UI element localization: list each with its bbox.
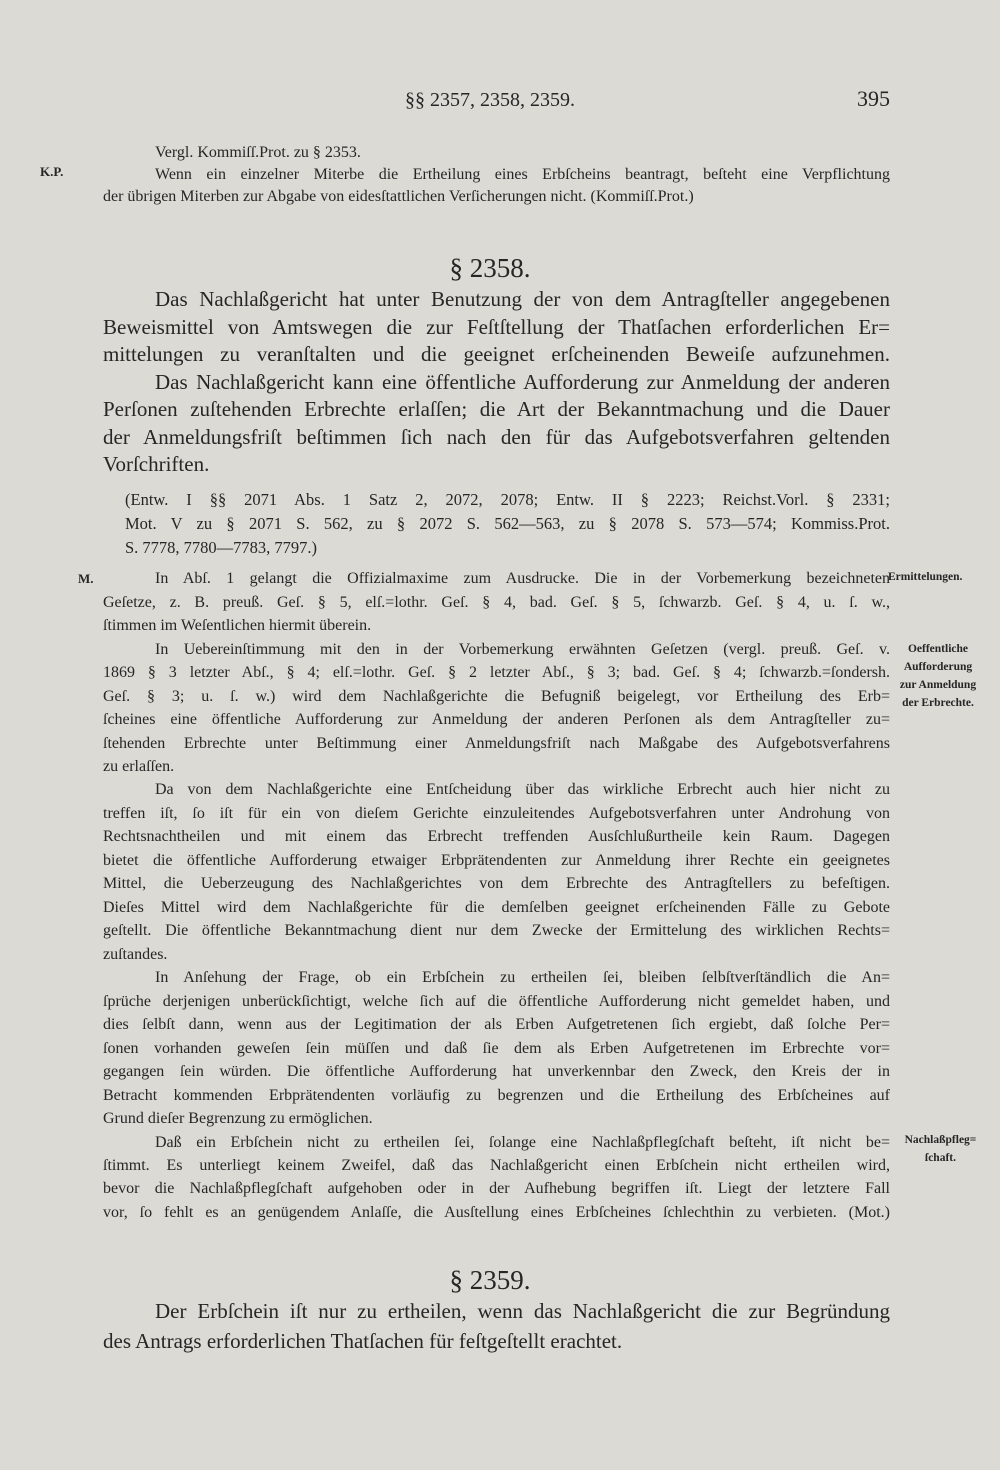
statute-line: mittelungen zu veranſtalten und die geeignet erſcheinenden Beweiſe aufzunehmen. [103,342,890,366]
section-heading-2359: § 2359. [449,1265,531,1295]
margin-label-m: M. [78,571,94,586]
side-note-line: Aufforderung [903,661,973,673]
reference-line: S. 7778, 7780—7783, 7797.) [125,538,318,557]
kp-note-line: Wenn ein einzelner Miterbe die Ertheilung eines Erbſcheins beantragt, beſteht eine Verpflichtung [155,166,890,183]
kp-note-line: der übrigen Miterben zur Abgabe von eidesſtattlichen Verſicherungen nicht. (Kommiſſ.Prot.) [103,188,694,205]
commentary-line: Grund dieſer Begrenzung zu ermöglichen. [103,1110,373,1128]
statute-text-2358 [103,286,890,479]
side-note-line: zur Anmeldung [899,679,977,691]
statute-line: Perſonen zuſtehenden Erbrechte erlaſſen; die Art der Bekanntmachung und die Dauer [103,397,890,421]
commentary-line: bevor die Nachlaßpflegſchaft aufgehoben oder in der Aufhebung begriffen iſt. Liegt der letztere Fall [103,1180,890,1198]
commentary-line: dies ſelbſt dann, wenn aus der Legitimation der als Erben Aufgetretenen ſich ergiebt, daß ſolche Per= [103,1016,890,1034]
commentary-line: Rechtsnachtheilen und mit einem das Erbrecht treffenden Ausſchlußurtheile kein Raum. Dagegen [103,828,890,846]
side-note-line: Nachlaßpfleg= [904,1134,977,1146]
commentary-line: bietet die öffentliche Aufforderung etwaiger Erbprätendenten zur Anmeldung ihrer Rechte ein geeignetes [103,851,890,869]
commentary-line: gegangen ſein würden. Die öffentliche Aufforderung hat unverkennbar den Zweck, den Kreis der in [103,1063,890,1081]
margin-label-kp: K.P. [40,164,64,179]
reference-line: Mot. V zu § 2071 S. 562, zu § 2072 S. 562—563, zu § 2078 S. 573—574; Kommiss.Prot. [125,514,890,533]
kp-note [103,142,890,208]
statute-line: Das Nachlaßgericht kann eine öffentliche Aufforderung zur Anmeldung der anderen [155,369,890,394]
commentary-line: In Abſ. 1 gelangt die Offizialmaxime zum Ausdrucke. Die in der Vorbemerkung bezeichneten [155,570,890,588]
reference-line: (Entw. I §§ 2071 Abs. 1 Satz 2, 2072, 2078; Entw. II § 2223; Reichst.Vorl. § 2331; [125,490,890,509]
commentary-line: 1869 § 3 letzter Abſ., § 4; elſ.=lothr. Geſ. § 2 letzter Abſ., § 3; bad. Geſ. § 4; ſchwarzb.=ſondersh. [103,664,890,682]
commentary-line: zuſtandes. [103,945,168,963]
commentary-line: Da von dem Nachlaßgerichte eine Entſcheidung über das wirkliche Erbrecht auch hier nicht zu [155,781,890,799]
commentary-line: ſonen vorhanden geweſen ſein müſſen und daß ſie dem als Erben Aufgetretenen im Erbrechte vor= [103,1039,890,1057]
references-2358 [103,488,890,560]
commentary-line: In Uebereinſtimmung mit den in der Vorbemerkung erwähnten Geſetzen (vergl. preuß. Geſ. v. [155,640,890,658]
statute-line: Das Nachlaßgericht hat unter Benutzung der von dem Antragſteller angegebenen [155,287,890,311]
commentary-line: Daß ein Erbſchein nicht zu ertheilen ſei, ſolange eine Nachlaßpflegſchaft beſteht, iſt nicht be= [155,1133,890,1151]
side-note-nachlasspflegschaft [893,1131,988,1167]
commentary-line: zu erlaſſen. [103,758,175,775]
commentary-line: Geſetze, z. B. preuß. Geſ. § 5, elſ.=lothr. Geſ. § 4, bad. Geſ. § 5, ſchwarzb. Geſ. § 4, u. ſ. w., [103,593,890,611]
commentary-line: Mittel, die Ueberzeugung des Nachlaßgerichtes von dem Erbrechte des Antragſtellers zu befeſtigen. [103,875,890,893]
commentary-line: ſprüche derjenigen unberückſichtigt, welche ſich auf die öffentliche Aufforderung nicht gemeldet haben, und [103,992,890,1010]
statute-line: Der Erbſchein iſt nur zu ertheilen, wenn das Nachlaßgericht die zur Begründung [155,1299,890,1323]
commentary-line: ſtehenden Erbrechte unter Beſtimmung einer Anmeldungsfriſt nach Maßgabe des Aufgebotsverfahrens [103,734,890,752]
commentary-line: In Anſehung der Frage, ob ein Erbſchein zu ertheilen ſei, bleiben ſelbſtverſtändlich die An= [155,969,890,987]
side-note-line: Oeffentliche [907,643,969,655]
running-head: §§ 2357, 2358, 2359. [405,89,575,111]
commentary-line: vor, ſo fehlt es an genügendem Anlaſſe, die Ausſtellung eines Erbſcheines ſchlechthin zu verbieten. (Mot.) [103,1203,890,1221]
side-note-line: ſchaft. [925,1152,956,1164]
statute-text-2359 [103,1296,890,1356]
commentary-2358 [103,567,890,1224]
statute-line: der Anmeldungsfriſt beſtimmen ſich nach den für das Aufgebotsverfahren geltenden [103,424,890,449]
commentary-line: Betracht kommenden Erbprätendenten vorläufig zu begrenzen und die Ertheilung des Erbſcheines auf [103,1086,890,1104]
page-number: 395 [857,86,890,111]
commentary-line: Dieſes Mittel wird dem Nachlaßgerichte für die demſelben geeignet erſcheinenden Fälle zu Gebote [103,898,890,916]
side-note-ermittelungen: Ermittelungen. [888,571,963,583]
statute-line: Beweismittel von Amtswegen die zur Feſtſtellung der Thatſachen erforderlichen Er= [103,314,890,339]
commentary-line: ſtimmt. Es unterliegt keinem Zweifel, daß das Nachlaßgericht einen Erbſchein nicht ertheilen wird, [103,1156,890,1174]
commentary-line: Geſ. § 3; u. ſ. w.) wird dem Nachlaßgerichte die Befugniß beigelegt, vor Ertheilung des Erb= [103,687,890,705]
kp-note-line: Vergl. Kommiſſ.Prot. zu § 2353. [155,144,361,161]
statute-line: Vorſchriften. [103,452,210,476]
side-note-line: der Erbrechte. [902,697,974,709]
commentary-line: geſtellt. Die öffentliche Bekanntmachung dient nur dem Zwecke der Ermittelung des wirklichen Rechts= [103,922,890,940]
commentary-line: ſtimmen im Weſentlichen hiermit überein. [103,617,372,635]
commentary-line: treffen iſt, ſo iſt für ein von dieſem Gerichte einzuleitendes Aufgebotsverfahren unter Androhung von [103,804,890,822]
commentary-line: ſcheines eine öffentliche Aufforderung zur Anmeldung der anderen Perſonen als dem Antragſteller zu= [103,711,890,729]
side-note-oeffentliche-aufforderung [888,640,988,712]
section-heading-2358: § 2358. [449,253,531,283]
statute-line: des Antrags erforderlichen Thatſachen für feſtgeſtellt erachtet. [103,1329,623,1353]
